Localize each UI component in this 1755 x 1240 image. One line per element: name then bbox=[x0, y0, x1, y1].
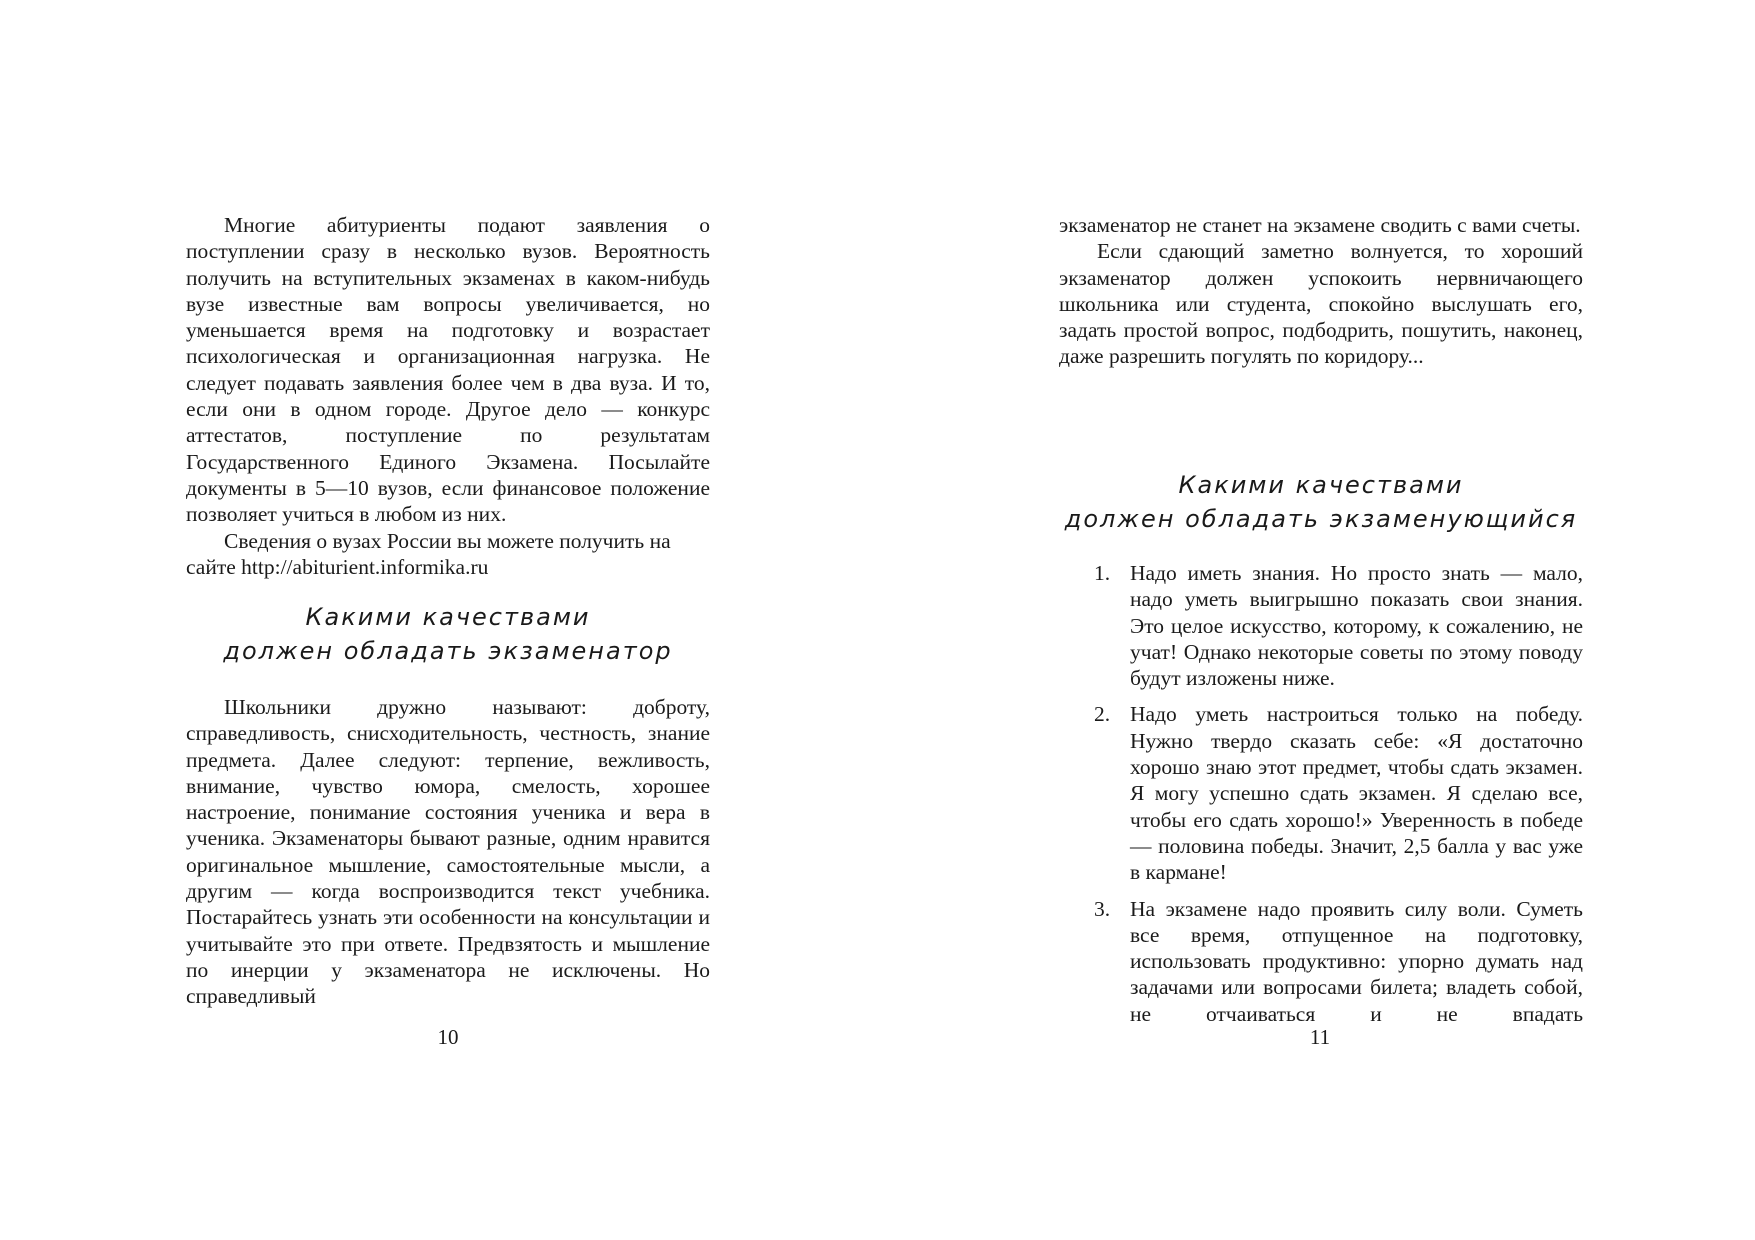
list-item-text: На экзамене надо проявить силу воли. Суметь все время, отпущенное на подготовку, использовать продуктивно: упорно думать над задачами или вопросами билета; владеть собой, не отчаиваться и не впадать bbox=[1130, 896, 1583, 1026]
left-text-bottom bbox=[186, 694, 710, 1010]
section-heading-examinee bbox=[1059, 468, 1583, 536]
heading-line: должен обладать экзаменующийся bbox=[1064, 505, 1578, 533]
heading-line: Какими качествами bbox=[305, 603, 591, 631]
left-text-top bbox=[186, 212, 710, 580]
right-text-top bbox=[1059, 212, 1583, 370]
paragraph: Сведения о вузах России вы можете получить на сайте http://abiturient.informika.ru bbox=[186, 528, 671, 579]
list-item bbox=[1059, 560, 1583, 691]
section-heading-examiner bbox=[186, 600, 710, 668]
page-number-left: 10 bbox=[437, 1025, 459, 1049]
heading-line: должен обладать экзаменатор bbox=[223, 637, 673, 665]
paragraph: Школьники дружно называют: доброту, справедливость, снисходительность, честность, знание предмета. Далее следуют: терпение, вежливость, внимание, чувство юмора, смелость, хорошее настроение, понимание состояния ученика и вера в ученика. Экзаменаторы бывают разные, одним нравится оригинальное мышление, самостоятельные мысли, а другим — когда воспроизводится текст учебника. Постарайтесь узнать эти особенности на консультации и учитывайте это при ответе. Предвзятость и мышление по инерции у экзаменатора не исключены. Но справедливый bbox=[186, 695, 710, 1009]
list-item-number: 2. bbox=[1094, 702, 1111, 727]
paragraph: Если сдающий заметно волнуется, то хороший экзаменатор должен успокоить нервничающего школьника или студента, спокойно выслушать его, задать простой вопрос, подбодрить, пошутить, наконец, даже разрешить погулять по коридору... bbox=[1059, 239, 1583, 369]
list-item-text: Надо иметь знания. Но просто знать — мало, надо уметь выигрышно показать свои знания. Это целое искусство, которому, к сожалению, не учат! Однако некоторые советы по этому поводу будут изложены ниже. bbox=[1130, 561, 1583, 691]
list-item-text: Надо уметь настроиться только на победу. Нужно твердо сказать себе: «Я достаточно хорошо знаю этот предмет, чтобы сдать экзамен. Я могу успешно сдать экзамен. Я сделаю все, чтобы его сдать хорошо!» Уверенность в победе — половина победы. Значит, 2,5 балла у вас уже в кармане! bbox=[1130, 702, 1583, 885]
page-number-right: 11 bbox=[1309, 1025, 1331, 1049]
paragraph: Многие абитуриенты подают заявления о поступлении сразу в несколько вузов. Вероятность получить на вступительных экзаменах в каком-нибудь вузе известные вам вопросы увеличивается, но уменьшается время на подготовку и возрастает психологическая и организационная нагрузка. Не следует подавать заявления более чем в два вуза. И то, если они в одном городе. Другое дело — конкурс аттестатов, поступление по результатам Государственного Единого Экзамена. Посылайте документы в 5—10 вузов, если финансовое положение позволяет учиться в любом из них. bbox=[186, 213, 710, 527]
heading-line: Какими качествами bbox=[1178, 471, 1464, 499]
paragraph: экзаменатор не станет на экзамене сводить с вами счеты. bbox=[1059, 213, 1581, 237]
list-item-number: 3. bbox=[1094, 896, 1111, 921]
list-item bbox=[1059, 896, 1583, 1027]
list-item-number: 1. bbox=[1094, 561, 1111, 585]
examinee-qualities-list bbox=[1059, 560, 1583, 1037]
list-item bbox=[1059, 701, 1583, 885]
